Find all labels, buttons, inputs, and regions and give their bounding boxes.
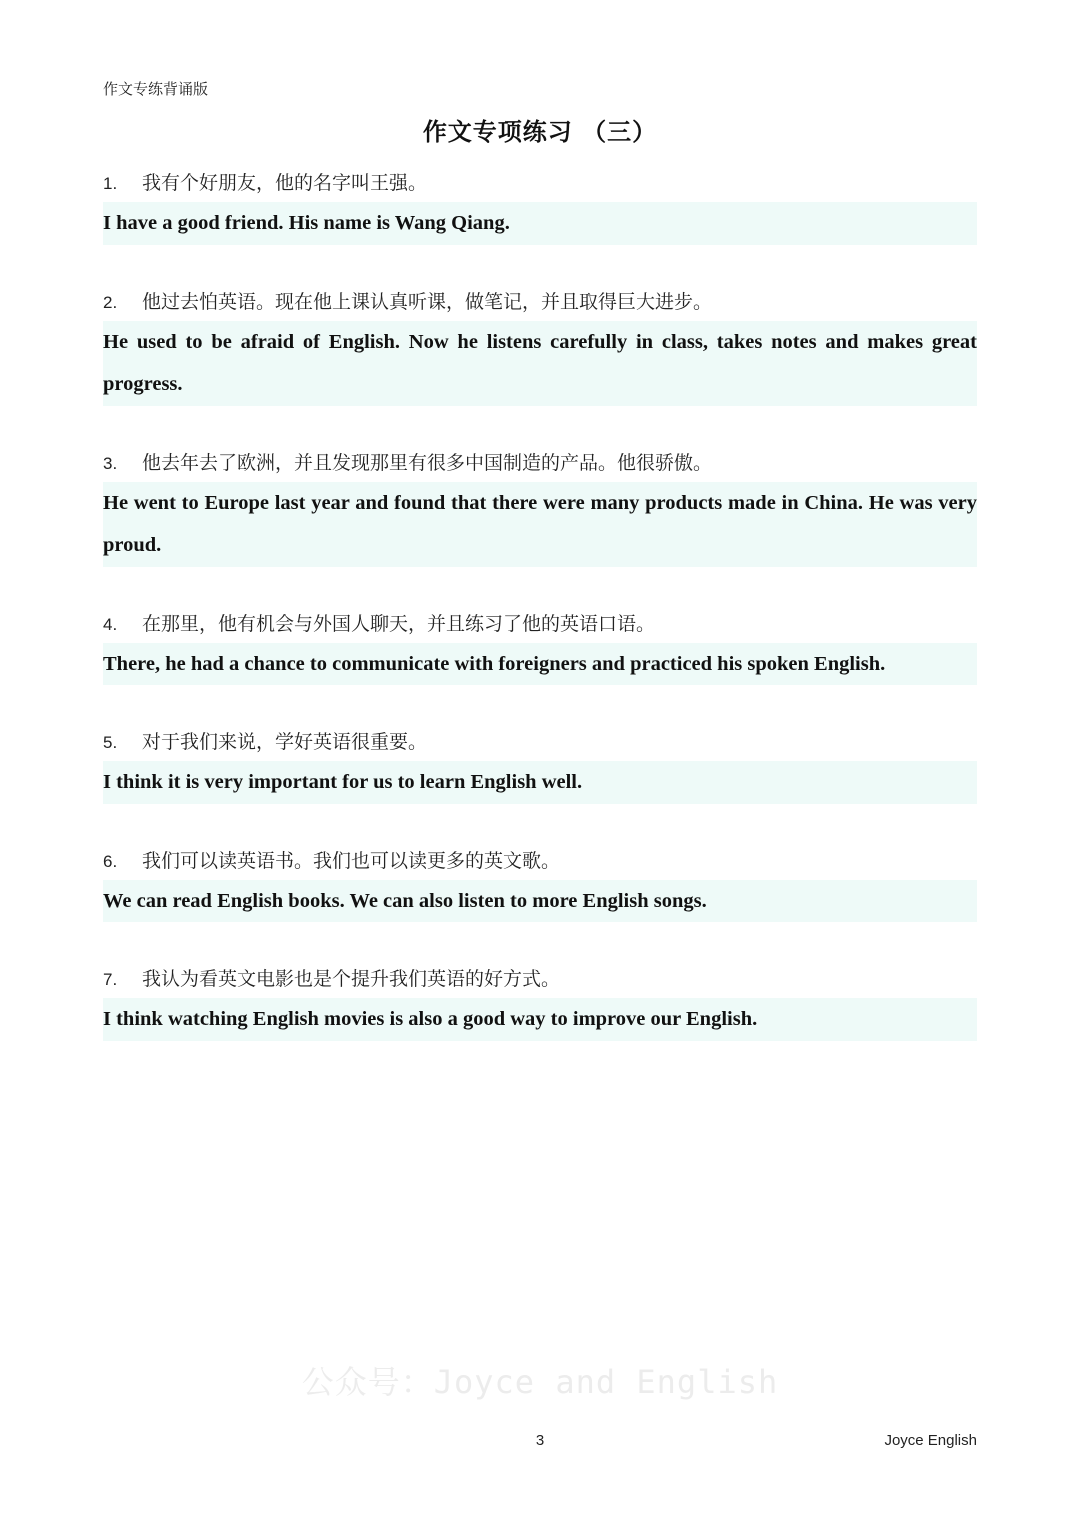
exercise-answer: He used to be afraid of English. Now he listens carefully in class, takes notes and makes great progress. — [103, 321, 977, 406]
page-number: 3 — [535, 1432, 545, 1449]
header-note: 作文专练背诵版 — [103, 80, 209, 98]
exercise-item — [103, 607, 977, 686]
exercise-prompt — [103, 607, 977, 641]
exercise-number: 1. — [103, 174, 118, 193]
exercise-prompt-text: 他过去怕英语。现在他上课认真听课，做笔记，并且取得巨大进步。 — [142, 290, 713, 313]
page-title: 作文专项练习 （三） — [422, 118, 658, 146]
exercise-answer: I have a good friend. His name is Wang Qiang. — [103, 202, 977, 245]
exercise-list — [103, 166, 977, 1081]
exercise-answer: There, he had a chance to communicate with foreigners and practiced his spoken English. — [103, 643, 977, 686]
exercise-prompt-text: 他去年去了欧洲，并且发现那里有很多中国制造的产品。他很骄傲。 — [142, 451, 713, 474]
exercise-item — [103, 166, 977, 245]
exercise-item — [103, 446, 977, 567]
exercise-number: 5. — [103, 733, 118, 752]
exercise-prompt — [103, 725, 977, 759]
exercise-prompt-text: 我有个好朋友，他的名字叫王强。 — [142, 172, 428, 194]
exercise-number: 4. — [103, 614, 118, 634]
exercise-prompt-text: 我认为看英文电影也是个提升我们英语的好方式。 — [142, 968, 561, 990]
exercise-number: 3. — [103, 453, 118, 473]
exercise-prompt-text: 对于我们来说，学好英语很重要。 — [142, 731, 428, 753]
exercise-item — [103, 844, 977, 923]
exercise-number: 7. — [103, 970, 118, 989]
exercise-item — [103, 725, 977, 804]
footer-brand: Joyce English — [884, 1432, 977, 1449]
exercise-prompt — [103, 844, 977, 878]
exercise-prompt — [103, 446, 977, 480]
exercise-prompt — [103, 166, 977, 200]
exercise-answer: He went to Europe last year and found that there were many products made in China. He was very proud. — [103, 482, 977, 567]
exercise-item — [103, 962, 977, 1041]
exercise-prompt-text: 在那里，他有机会与外国人聊天，并且练习了他的英语口语。 — [142, 612, 656, 635]
exercise-item — [103, 285, 977, 406]
exercise-number: 6. — [103, 851, 118, 871]
exercise-answer: I think it is very important for us to learn English well. — [103, 761, 977, 804]
exercise-prompt — [103, 285, 977, 319]
watermark-text: 公众号：Joyce and English — [301, 1363, 779, 1401]
exercise-answer: We can read English books. We can also listen to more English songs. — [103, 880, 977, 923]
exercise-number: 2. — [103, 292, 118, 312]
exercise-prompt — [103, 962, 977, 996]
exercise-prompt-text: 我们可以读英语书。我们也可以读更多的英文歌。 — [142, 849, 561, 872]
exercise-answer: I think watching English movies is also a good way to improve our English. — [103, 998, 977, 1041]
